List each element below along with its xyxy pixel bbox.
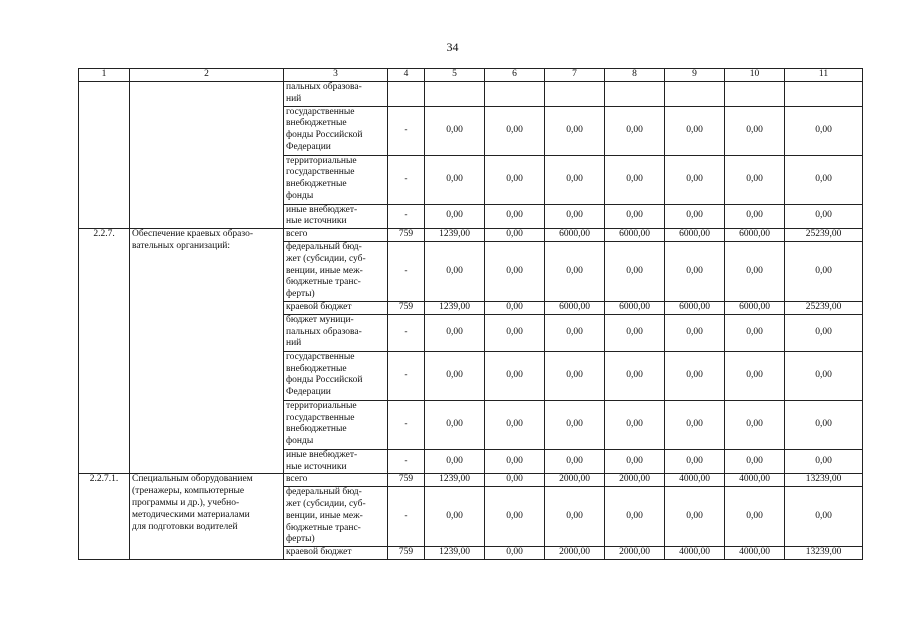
col-5-cell: 1239,00: [425, 229, 485, 242]
col-8-cell: 0,00: [605, 449, 665, 474]
table-row: [79, 82, 863, 107]
funding-source-cell: федеральный бюд- жет (субсидии, суб- венции, иные меж- бюджетные транс- ферты): [284, 241, 388, 301]
col-7-cell: 0,00: [545, 351, 605, 400]
col-8-cell: 6000,00: [605, 229, 665, 242]
col-7-cell: 6000,00: [545, 301, 605, 314]
col-8-cell: 0,00: [605, 155, 665, 204]
funding-source-cell: краевой бюджет: [284, 301, 388, 314]
item-description-cell: [130, 82, 284, 229]
column-number-10: 10: [725, 69, 785, 82]
funding-source-cell: иные внебюджет- ные источники: [284, 204, 388, 229]
column-number-5: 5: [425, 69, 485, 82]
col-7-cell: 2000,00: [545, 474, 605, 487]
col-6-cell: 0,00: [485, 301, 545, 314]
column-number-7: 7: [545, 69, 605, 82]
col-8-cell: 6000,00: [605, 301, 665, 314]
col-10-cell: 0,00: [725, 449, 785, 474]
col-6-cell: 0,00: [485, 314, 545, 351]
col-8-cell: 2000,00: [605, 547, 665, 560]
funding-source-cell: территориальные государственные внебюджетные фонды: [284, 155, 388, 204]
col-8-cell: 0,00: [605, 241, 665, 301]
col-6-cell: 0,00: [485, 241, 545, 301]
total-cell: 13239,00: [785, 547, 863, 560]
col-8-cell: 2000,00: [605, 474, 665, 487]
col-6-cell: 0,00: [485, 449, 545, 474]
col-6-cell: 0,00: [485, 487, 545, 547]
col-5-cell: 1239,00: [425, 301, 485, 314]
col-6-cell: 0,00: [485, 400, 545, 449]
col-10-cell: [725, 82, 785, 107]
table-row: [79, 229, 863, 242]
col-7-cell: [545, 82, 605, 107]
column-number-8: 8: [605, 69, 665, 82]
col-5-cell: 0,00: [425, 487, 485, 547]
col-8-cell: 0,00: [605, 314, 665, 351]
code-cell: 759: [388, 301, 425, 314]
col-10-cell: 6000,00: [725, 301, 785, 314]
table-row: [79, 474, 863, 487]
col-8-cell: 0,00: [605, 204, 665, 229]
col-10-cell: 4000,00: [725, 547, 785, 560]
col-7-cell: 0,00: [545, 155, 605, 204]
col-9-cell: [665, 82, 725, 107]
col-9-cell: 0,00: [665, 351, 725, 400]
code-cell: 759: [388, 547, 425, 560]
col-5-cell: 0,00: [425, 106, 485, 155]
column-number-header-row: [79, 69, 863, 82]
col-6-cell: 0,00: [485, 547, 545, 560]
code-cell: -: [388, 351, 425, 400]
col-5-cell: 0,00: [425, 155, 485, 204]
item-number-cell: 2.2.7.: [79, 229, 130, 474]
col-9-cell: 4000,00: [665, 547, 725, 560]
col-5-cell: 0,00: [425, 314, 485, 351]
col-10-cell: 0,00: [725, 155, 785, 204]
col-10-cell: 0,00: [725, 106, 785, 155]
funding-source-cell: всего: [284, 474, 388, 487]
col-9-cell: 0,00: [665, 155, 725, 204]
col-10-cell: 6000,00: [725, 229, 785, 242]
item-description-cell: Специальным оборудованием (тренажеры, компьютерные программы и др.), учебно- методическими материалами для подготовки водителей: [130, 474, 284, 560]
col-5-cell: 1239,00: [425, 547, 485, 560]
funding-source-cell: государственные внебюджетные фонды Российской Федерации: [284, 351, 388, 400]
code-cell: -: [388, 106, 425, 155]
code-cell: 759: [388, 474, 425, 487]
funding-source-cell: краевой бюджет: [284, 547, 388, 560]
funding-source-cell: территориальные государственные внебюджетные фонды: [284, 400, 388, 449]
code-cell: -: [388, 204, 425, 229]
total-cell: 0,00: [785, 204, 863, 229]
col-8-cell: 0,00: [605, 400, 665, 449]
total-cell: [785, 82, 863, 107]
col-10-cell: 0,00: [725, 204, 785, 229]
col-9-cell: 0,00: [665, 314, 725, 351]
funding-source-cell: пальных образова- ний: [284, 82, 388, 107]
total-cell: 0,00: [785, 449, 863, 474]
funding-source-cell: всего: [284, 229, 388, 242]
page-number: 34: [446, 40, 459, 54]
column-number-11: 11: [785, 69, 863, 82]
total-cell: 0,00: [785, 314, 863, 351]
code-cell: -: [388, 241, 425, 301]
col-9-cell: 0,00: [665, 449, 725, 474]
total-cell: 0,00: [785, 400, 863, 449]
budget-table: [78, 68, 863, 560]
col-6-cell: 0,00: [485, 474, 545, 487]
col-8-cell: 0,00: [605, 106, 665, 155]
col-6-cell: 0,00: [485, 155, 545, 204]
column-number-2: 2: [130, 69, 284, 82]
col-10-cell: 0,00: [725, 400, 785, 449]
col-6-cell: 0,00: [485, 204, 545, 229]
col-7-cell: 0,00: [545, 400, 605, 449]
col-9-cell: 6000,00: [665, 301, 725, 314]
col-8-cell: 0,00: [605, 487, 665, 547]
col-6-cell: 0,00: [485, 229, 545, 242]
code-cell: -: [388, 400, 425, 449]
total-cell: 0,00: [785, 487, 863, 547]
total-cell: 0,00: [785, 241, 863, 301]
column-number-6: 6: [485, 69, 545, 82]
code-cell: -: [388, 487, 425, 547]
col-10-cell: 4000,00: [725, 474, 785, 487]
total-cell: 0,00: [785, 106, 863, 155]
col-5-cell: [425, 82, 485, 107]
col-10-cell: 0,00: [725, 351, 785, 400]
col-9-cell: 0,00: [665, 487, 725, 547]
funding-source-cell: федеральный бюд- жет (субсидии, суб- венции, иные меж- бюджетные транс- ферты): [284, 487, 388, 547]
column-number-4: 4: [388, 69, 425, 82]
code-cell: 759: [388, 229, 425, 242]
col-9-cell: 6000,00: [665, 229, 725, 242]
col-5-cell: 0,00: [425, 241, 485, 301]
col-7-cell: 6000,00: [545, 229, 605, 242]
funding-source-cell: государственные внебюджетные фонды Российской Федерации: [284, 106, 388, 155]
col-7-cell: 0,00: [545, 204, 605, 229]
total-cell: 0,00: [785, 155, 863, 204]
item-number-cell: 2.2.7.1.: [79, 474, 130, 560]
col-7-cell: 0,00: [545, 106, 605, 155]
code-cell: -: [388, 155, 425, 204]
column-number-1: 1: [79, 69, 130, 82]
col-9-cell: 0,00: [665, 106, 725, 155]
total-cell: 13239,00: [785, 474, 863, 487]
col-6-cell: 0,00: [485, 106, 545, 155]
column-number-3: 3: [284, 69, 388, 82]
item-description-cell: Обеспечение краевых образо- вательных организаций:: [130, 229, 284, 474]
funding-source-cell: иные внебюджет- ные источники: [284, 449, 388, 474]
col-5-cell: 1239,00: [425, 474, 485, 487]
col-9-cell: 0,00: [665, 204, 725, 229]
item-number-cell: [79, 82, 130, 229]
col-5-cell: 0,00: [425, 204, 485, 229]
col-8-cell: 0,00: [605, 351, 665, 400]
col-10-cell: 0,00: [725, 487, 785, 547]
col-5-cell: 0,00: [425, 351, 485, 400]
code-cell: -: [388, 449, 425, 474]
col-10-cell: 0,00: [725, 241, 785, 301]
col-7-cell: 2000,00: [545, 547, 605, 560]
col-7-cell: 0,00: [545, 487, 605, 547]
code-cell: -: [388, 314, 425, 351]
col-6-cell: 0,00: [485, 351, 545, 400]
total-cell: 0,00: [785, 351, 863, 400]
col-7-cell: 0,00: [545, 314, 605, 351]
col-8-cell: [605, 82, 665, 107]
col-7-cell: 0,00: [545, 449, 605, 474]
col-9-cell: 0,00: [665, 400, 725, 449]
col-7-cell: 0,00: [545, 241, 605, 301]
col-5-cell: 0,00: [425, 400, 485, 449]
col-10-cell: 0,00: [725, 314, 785, 351]
code-cell: [388, 82, 425, 107]
column-number-9: 9: [665, 69, 725, 82]
col-5-cell: 0,00: [425, 449, 485, 474]
funding-source-cell: бюджет муници- пальных образова- ний: [284, 314, 388, 351]
col-9-cell: 0,00: [665, 241, 725, 301]
total-cell: 25239,00: [785, 301, 863, 314]
total-cell: 25239,00: [785, 229, 863, 242]
col-9-cell: 4000,00: [665, 474, 725, 487]
col-6-cell: [485, 82, 545, 107]
